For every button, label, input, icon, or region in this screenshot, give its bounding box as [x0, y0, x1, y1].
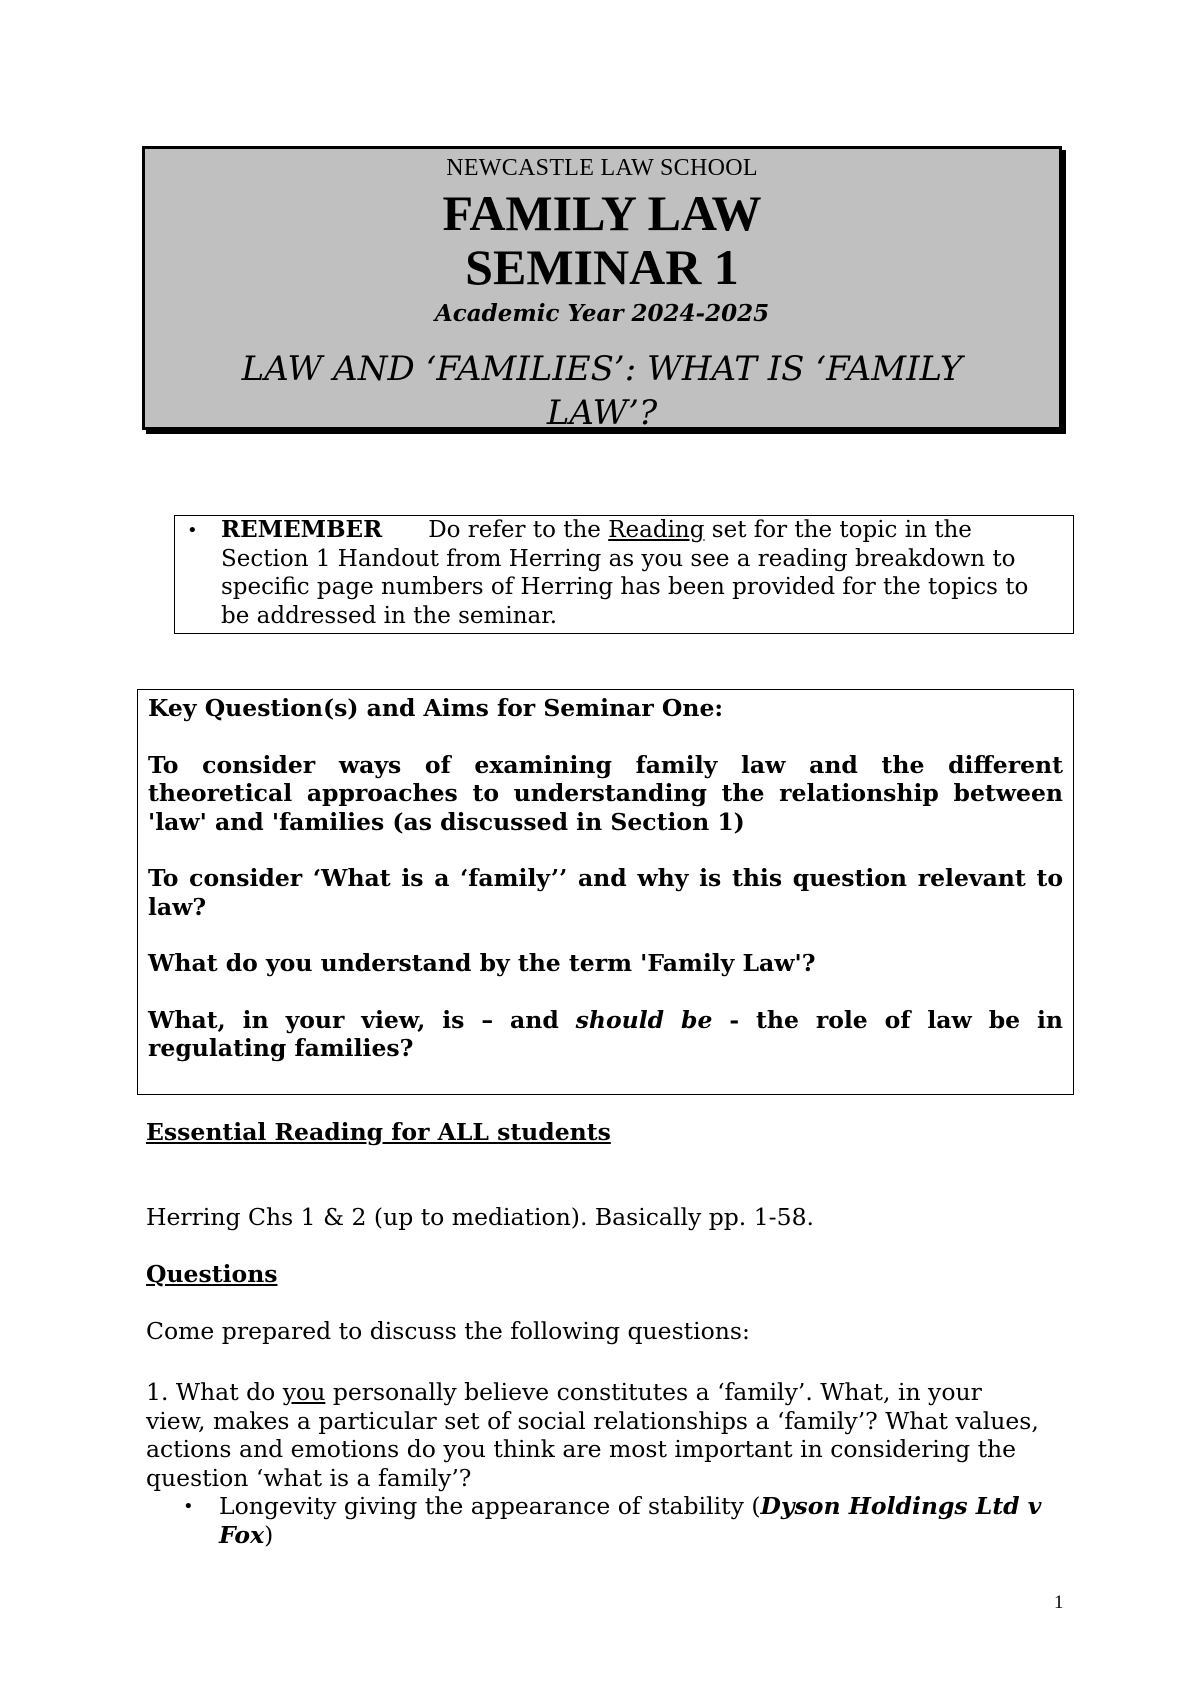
topic-line-2: LAW’?	[546, 393, 658, 433]
page-number: 1	[1054, 1592, 1064, 1613]
academic-year: Academic Year 2024-2025	[434, 300, 770, 327]
bullet-text-end: )	[264, 1520, 274, 1549]
remember-box	[174, 515, 1074, 634]
questions-intro: Come prepared to discuss the following questions:	[146, 1317, 750, 1345]
essential-reading-heading: Essential Reading for ALL students	[146, 1118, 611, 1146]
reading-link: Reading	[608, 517, 705, 543]
question-1-emphasis: you	[282, 1378, 326, 1406]
remember-label: REMEMBER	[221, 516, 383, 543]
remember-text-end: set for the topic in the Section 1 Handout from Herring as you see a reading breakdown to specific page numbers of Herring has been provided for the topics to be addressed in the seminar.	[221, 517, 1029, 629]
bullet-text-start: Longevity giving the appearance of stability (	[219, 1492, 761, 1520]
aim-4-emphasis: should be	[575, 1005, 713, 1034]
question-1-end: personally believe constitutes a ‘family’. What, in your view, makes a particular set of social relationships a ‘family’? What values, actions and emotions do you think are most important in considering the question ‘what is a family’?	[146, 1378, 1039, 1492]
aim-2: To consider ‘What is a ‘family’’ and why is this question relevant to law?	[148, 864, 1063, 921]
aim-4-end: - the role of law be in regulating families?	[148, 1005, 1064, 1062]
key-questions-box	[137, 689, 1074, 1095]
topic-title	[145, 347, 1059, 435]
aim-3: What do you understand by the term 'Family Law'?	[148, 949, 816, 977]
aim-4	[148, 1006, 1063, 1063]
title-box	[142, 146, 1062, 433]
question-1	[146, 1378, 1046, 1492]
school-name: NEWCASTLE LAW SCHOOL	[446, 155, 758, 181]
bullet-icon: •	[187, 520, 198, 541]
case-name: Dyson Holdings Ltd v Fox	[219, 1492, 1042, 1549]
bullet-icon: •	[183, 1496, 194, 1517]
essential-reading-text: Herring Chs 1 & 2 (up to mediation). Basically pp. 1-58.	[146, 1203, 814, 1231]
course-title: FAMILY LAW	[442, 185, 762, 241]
key-questions-heading: Key Question(s) and Aims for Seminar One:	[148, 694, 724, 722]
question-1-start: 1. What do	[146, 1378, 283, 1406]
seminar-title: SEMINAR 1	[465, 239, 739, 295]
question-1-bullet	[183, 1492, 1069, 1549]
topic-line-1: LAW AND ‘FAMILIES’: WHAT IS ‘FAMILY	[241, 349, 963, 389]
aim-4-start: What, in your view, is – and	[148, 1005, 576, 1034]
aim-1: To consider ways of examining family law and the different theoretical approaches to understanding the relationship between 'law' and 'families (as discussed in Section 1)	[148, 750, 1063, 836]
questions-heading: Questions	[146, 1260, 278, 1288]
remember-text-start: Do refer to the	[428, 517, 609, 543]
